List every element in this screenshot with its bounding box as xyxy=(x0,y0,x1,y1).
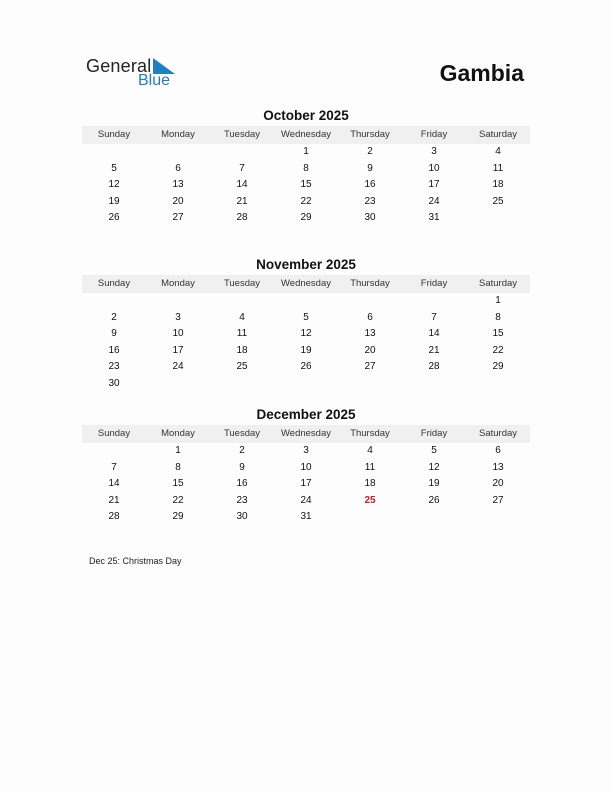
day-cell: 14 xyxy=(108,478,120,490)
weekday-label: Saturday xyxy=(478,278,518,289)
week-row xyxy=(82,376,530,393)
day-cell: 13 xyxy=(172,179,184,191)
weekday-label: Sunday xyxy=(97,278,131,289)
day-cell: 6 xyxy=(495,445,501,456)
weekday-label: Friday xyxy=(420,278,448,289)
day-cell: 26 xyxy=(428,494,440,506)
day-cell: 17 xyxy=(172,344,184,356)
day-cell: 11 xyxy=(492,162,504,174)
week-row xyxy=(82,161,530,178)
day-cell: 18 xyxy=(492,179,504,191)
day-cell: 9 xyxy=(367,162,373,174)
day-cell xyxy=(338,293,402,310)
week-row xyxy=(82,509,530,526)
weekday-label: Sunday xyxy=(97,129,131,140)
day-cell: 6 xyxy=(367,311,373,323)
day-cell: 20 xyxy=(172,195,184,207)
day-cell: 30 xyxy=(364,212,376,224)
weekday-label: Tuesday xyxy=(223,428,261,439)
logo-general-text: General xyxy=(86,56,152,76)
day-cell: 16 xyxy=(364,179,376,191)
month-october xyxy=(82,106,530,227)
day-cell xyxy=(82,293,146,310)
day-cell xyxy=(146,376,210,393)
day-cell xyxy=(338,376,402,393)
day-cell: 4 xyxy=(367,445,373,456)
holiday-notes: Dec 25: Christmas Day xyxy=(89,556,182,566)
day-cell: 22 xyxy=(300,195,312,207)
day-cell: 29 xyxy=(492,361,504,373)
day-cell: 19 xyxy=(300,344,312,356)
day-cell: 31 xyxy=(300,511,312,523)
day-cell: 3 xyxy=(303,445,309,456)
weekday-label: Thursday xyxy=(350,278,390,289)
day-cell: 28 xyxy=(428,361,440,373)
day-cell: 21 xyxy=(108,494,120,506)
day-cell: 10 xyxy=(300,461,312,473)
day-cell: 10 xyxy=(172,328,184,340)
day-cell: 12 xyxy=(428,461,440,473)
day-cell: 13 xyxy=(364,328,376,340)
day-cell: 30 xyxy=(236,511,248,523)
day-cell: 25 xyxy=(236,361,248,373)
day-cell: 21 xyxy=(236,195,248,207)
day-cell: 16 xyxy=(236,478,248,490)
day-cell: 1 xyxy=(495,295,501,306)
day-cell: 25 xyxy=(492,195,504,207)
weekday-header-row xyxy=(82,275,530,293)
weekday-header-row xyxy=(82,126,530,144)
month-title: November 2025 xyxy=(256,257,356,272)
week-row xyxy=(82,177,530,194)
weekday-label: Tuesday xyxy=(223,278,261,289)
day-cell: 28 xyxy=(236,212,248,224)
day-cell: 2 xyxy=(239,445,245,456)
weekday-label: Saturday xyxy=(478,428,518,439)
day-cell: 21 xyxy=(428,344,440,356)
day-cell: 16 xyxy=(108,344,120,356)
day-cell: 19 xyxy=(428,478,440,490)
day-cell xyxy=(338,509,402,526)
day-cell: 27 xyxy=(492,494,504,506)
day-cell xyxy=(82,144,146,161)
month-november xyxy=(82,255,530,393)
day-cell xyxy=(274,293,338,310)
weekday-label: Wednesday xyxy=(281,428,331,439)
weekday-label: Monday xyxy=(161,129,195,140)
month-december xyxy=(82,405,530,526)
day-cell: 8 xyxy=(175,461,181,473)
day-cell: 22 xyxy=(172,494,184,506)
day-cell: 8 xyxy=(303,162,309,174)
day-cell: 23 xyxy=(236,494,248,506)
day-cell xyxy=(402,376,466,393)
day-cell: 15 xyxy=(172,478,184,490)
generalblue-logo xyxy=(86,56,196,92)
day-cell: 31 xyxy=(428,212,440,224)
day-cell: 8 xyxy=(495,311,501,323)
day-cell: 9 xyxy=(239,461,245,473)
day-cell: 9 xyxy=(111,328,117,340)
day-cell xyxy=(82,443,146,460)
week-row xyxy=(82,476,530,493)
day-cell xyxy=(466,210,530,227)
week-row xyxy=(82,210,530,227)
week-row xyxy=(82,443,530,460)
weekday-label: Monday xyxy=(161,428,195,439)
week-row xyxy=(82,326,530,343)
week-row xyxy=(82,293,530,310)
day-cell: 3 xyxy=(431,146,437,157)
day-cell: 15 xyxy=(300,179,312,191)
day-cell: 12 xyxy=(108,179,120,191)
week-row xyxy=(82,310,530,327)
day-cell xyxy=(146,144,210,161)
day-cell: 1 xyxy=(303,146,309,157)
day-cell: 7 xyxy=(111,461,117,473)
day-cell: 4 xyxy=(495,146,501,157)
day-cell: 19 xyxy=(108,195,120,207)
day-cell xyxy=(466,509,530,526)
day-cell: 2 xyxy=(367,146,373,157)
week-row xyxy=(82,194,530,211)
day-cell: 28 xyxy=(108,511,120,523)
day-cell xyxy=(402,293,466,310)
weekday-header-row xyxy=(82,425,530,443)
day-cell: 29 xyxy=(172,511,184,523)
logo-blue-text: Blue xyxy=(138,72,171,89)
day-cell: 10 xyxy=(428,162,440,174)
day-cell: 20 xyxy=(364,344,376,356)
day-cell: 27 xyxy=(364,361,376,373)
week-row xyxy=(82,493,530,510)
weekday-label: Monday xyxy=(161,278,195,289)
day-cell xyxy=(210,293,274,310)
day-cell: 4 xyxy=(239,311,245,323)
weekday-label: Saturday xyxy=(478,129,518,140)
day-cell: 26 xyxy=(108,212,120,224)
day-cell: 29 xyxy=(300,212,312,224)
day-cell: 12 xyxy=(300,328,312,340)
day-cell xyxy=(210,376,274,393)
day-cell xyxy=(210,144,274,161)
week-row xyxy=(82,359,530,376)
day-cell: 13 xyxy=(492,461,504,473)
day-cell: 27 xyxy=(172,212,184,224)
week-row xyxy=(82,460,530,477)
day-cell: 30 xyxy=(108,377,120,389)
day-cell: 17 xyxy=(428,179,440,191)
day-cell xyxy=(466,376,530,393)
week-row xyxy=(82,343,530,360)
day-cell xyxy=(274,376,338,393)
weekday-label: Wednesday xyxy=(281,129,331,140)
day-cell: 2 xyxy=(111,311,117,323)
weekday-label: Wednesday xyxy=(281,278,331,289)
country-title: Gambia xyxy=(439,60,524,86)
month-title: October 2025 xyxy=(263,108,349,123)
weekday-label: Thursday xyxy=(350,129,390,140)
day-cell: 14 xyxy=(428,328,440,340)
day-cell: 5 xyxy=(431,445,437,456)
day-cell: 23 xyxy=(108,361,120,373)
day-cell: 7 xyxy=(239,162,245,174)
day-cell: 23 xyxy=(364,195,376,207)
day-cell: 18 xyxy=(236,344,248,356)
day-cell: 20 xyxy=(492,478,504,490)
day-cell: 5 xyxy=(303,311,309,323)
weekday-label: Tuesday xyxy=(223,129,261,140)
day-cell: 5 xyxy=(111,162,117,174)
day-cell: 26 xyxy=(300,361,312,373)
day-cell: 24 xyxy=(172,361,184,373)
day-cell: 17 xyxy=(300,478,312,490)
weekday-label: Friday xyxy=(420,428,448,439)
day-cell: 6 xyxy=(175,162,181,174)
day-cell: 15 xyxy=(492,328,504,340)
day-cell: 24 xyxy=(428,195,440,207)
week-row xyxy=(82,144,530,161)
month-title: December 2025 xyxy=(256,407,356,422)
day-cell: 11 xyxy=(364,461,376,473)
day-cell: 11 xyxy=(236,328,248,340)
day-cell xyxy=(402,509,466,526)
day-cell: 7 xyxy=(431,311,437,323)
day-cell xyxy=(146,293,210,310)
day-cell: 24 xyxy=(300,494,312,506)
day-cell: 18 xyxy=(364,478,376,490)
weekday-label: Friday xyxy=(420,129,448,140)
day-cell: 3 xyxy=(175,311,181,323)
day-cell: 22 xyxy=(492,344,504,356)
holiday-day-cell: 25 xyxy=(364,494,376,506)
day-cell: 14 xyxy=(236,179,248,191)
weekday-label: Sunday xyxy=(97,428,131,439)
weekday-label: Thursday xyxy=(350,428,390,439)
day-cell: 1 xyxy=(175,445,181,456)
